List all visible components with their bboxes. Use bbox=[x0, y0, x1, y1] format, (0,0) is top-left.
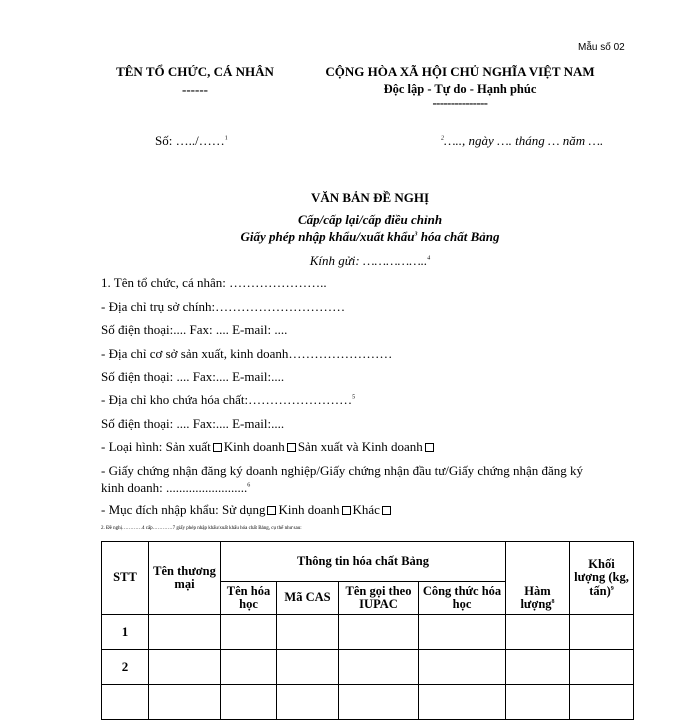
document-title: VĂN BẢN ĐỀ NGHỊ bbox=[310, 190, 430, 205]
phone-line-3: Số điện thoại: .... Fax:.... E-mail:.... bbox=[101, 416, 285, 431]
table-row bbox=[102, 615, 634, 650]
org-name-label: TÊN TỔ CHỨC, CÁ NHÂN bbox=[116, 64, 274, 79]
table-cell[interactable] bbox=[570, 685, 634, 720]
org-name-field: 1. Tên tổ chức, cá nhân: ………………….. bbox=[101, 275, 327, 290]
title-line-1: Cấp/cấp lại/cấp điều chỉnh bbox=[297, 212, 443, 227]
table-cell[interactable] bbox=[149, 685, 221, 720]
header-stt: STT bbox=[102, 542, 149, 615]
table-cell[interactable] bbox=[221, 615, 277, 650]
certificate-line-1: - Giấy chứng nhận đăng ký doanh nghiệp/Giấy chứng nhận đầu tư/Giấy chứng nhận đăng ký bbox=[101, 463, 583, 478]
nation-motto: Độc lập - Tự do - Hạnh phúc bbox=[383, 82, 537, 96]
checkbox-kinh-doanh[interactable] bbox=[287, 443, 296, 452]
document-number: Số: …../……$^1$ bbox=[155, 133, 228, 148]
phone-line-2: Số điện thoại: .... Fax:.... E-mail:.... bbox=[101, 369, 285, 384]
table-cell[interactable] bbox=[570, 650, 634, 685]
table-cell[interactable] bbox=[221, 650, 277, 685]
checkbox-khac[interactable] bbox=[382, 506, 391, 515]
table-cell[interactable] bbox=[339, 685, 419, 720]
table-cell[interactable] bbox=[277, 615, 339, 650]
header-chem-name: Tên hóa học bbox=[221, 582, 277, 615]
checkbox-su-dung[interactable] bbox=[267, 506, 276, 515]
hq-address-field: - Địa chỉ trụ sở chính:………………………… bbox=[101, 299, 346, 314]
table-cell[interactable] bbox=[221, 685, 277, 720]
business-type-row: - Loại hình: Sản xuất Kinh doanh Sản xuất và Kinh doanh bbox=[101, 439, 436, 455]
table-cell[interactable] bbox=[149, 615, 221, 650]
checkbox-san-xuat[interactable] bbox=[213, 443, 222, 452]
table-cell[interactable] bbox=[570, 615, 634, 650]
header-mass: Khối lượng (kg, tấn)$^9$ bbox=[570, 542, 634, 615]
nation-divider: --------------- bbox=[432, 96, 488, 110]
table-cell[interactable] bbox=[339, 615, 419, 650]
table-cell[interactable] bbox=[277, 685, 339, 720]
row-number: 2 bbox=[102, 650, 149, 685]
table-cell[interactable] bbox=[149, 650, 221, 685]
table-row bbox=[102, 685, 634, 720]
header-chemical-info: Thông tin hóa chất Bảng bbox=[221, 542, 506, 582]
table-cell[interactable] bbox=[506, 685, 570, 720]
row-number: 1 bbox=[102, 615, 149, 650]
form-number: Mẫu số 02 bbox=[578, 42, 625, 53]
table-cell[interactable] bbox=[506, 615, 570, 650]
table-cell[interactable] bbox=[339, 650, 419, 685]
table-cell[interactable] bbox=[419, 650, 506, 685]
row-number bbox=[102, 685, 149, 720]
certificate-line-2: kinh doanh: .........................$^6$ bbox=[101, 480, 251, 495]
header-trade-name: Tên thương mại bbox=[149, 542, 221, 615]
title-line-2: Giấy phép nhập khẩu/xuất khẩu$^3$ hóa chất Bảng bbox=[240, 229, 500, 244]
phone-line-1: Số điện thoại:.... Fax: .... E-mail: .... bbox=[101, 322, 288, 337]
header-cas: Mã CAS bbox=[277, 582, 339, 615]
date-line: $^2$….., ngày …. tháng … năm …. bbox=[441, 133, 604, 148]
header-content-top bbox=[506, 542, 570, 582]
header-content: Hàm lượng$^8$ bbox=[506, 582, 570, 615]
chemical-table bbox=[101, 541, 634, 720]
recipient-line: Kính gửi: ……………..$^4$ bbox=[309, 253, 431, 268]
warehouse-address-field: - Địa chỉ kho chứa hóa chất:……………………$^5$ bbox=[101, 392, 356, 407]
nation-title: CỘNG HÒA XÃ HỘI CHỦ NGHĨA VIỆT NAM bbox=[325, 64, 595, 79]
table-row bbox=[102, 650, 634, 685]
table-cell[interactable] bbox=[419, 615, 506, 650]
org-divider: ------ bbox=[182, 82, 208, 97]
checkbox-kinh-doanh-purpose[interactable] bbox=[342, 506, 351, 515]
import-purpose-row: - Mục đích nhập khẩu: Sử dụng Kinh doanh Khác bbox=[101, 502, 393, 518]
table-cell[interactable] bbox=[419, 685, 506, 720]
request-line: 2. Đề nghị…………4 cấp…………7 giấy phép nhập khẩu/xuất khẩu hóa chất Bảng, cụ thể như sau: bbox=[101, 526, 302, 531]
table-cell[interactable] bbox=[506, 650, 570, 685]
table-cell[interactable] bbox=[277, 650, 339, 685]
facility-address-field: - Địa chỉ cơ sở sản xuất, kinh doanh…………………… bbox=[101, 346, 393, 361]
checkbox-san-xuat-va-kinh-doanh[interactable] bbox=[425, 443, 434, 452]
header-iupac: Tên gọi theo IUPAC bbox=[339, 582, 419, 615]
header-formula: Công thức hóa học bbox=[419, 582, 506, 615]
